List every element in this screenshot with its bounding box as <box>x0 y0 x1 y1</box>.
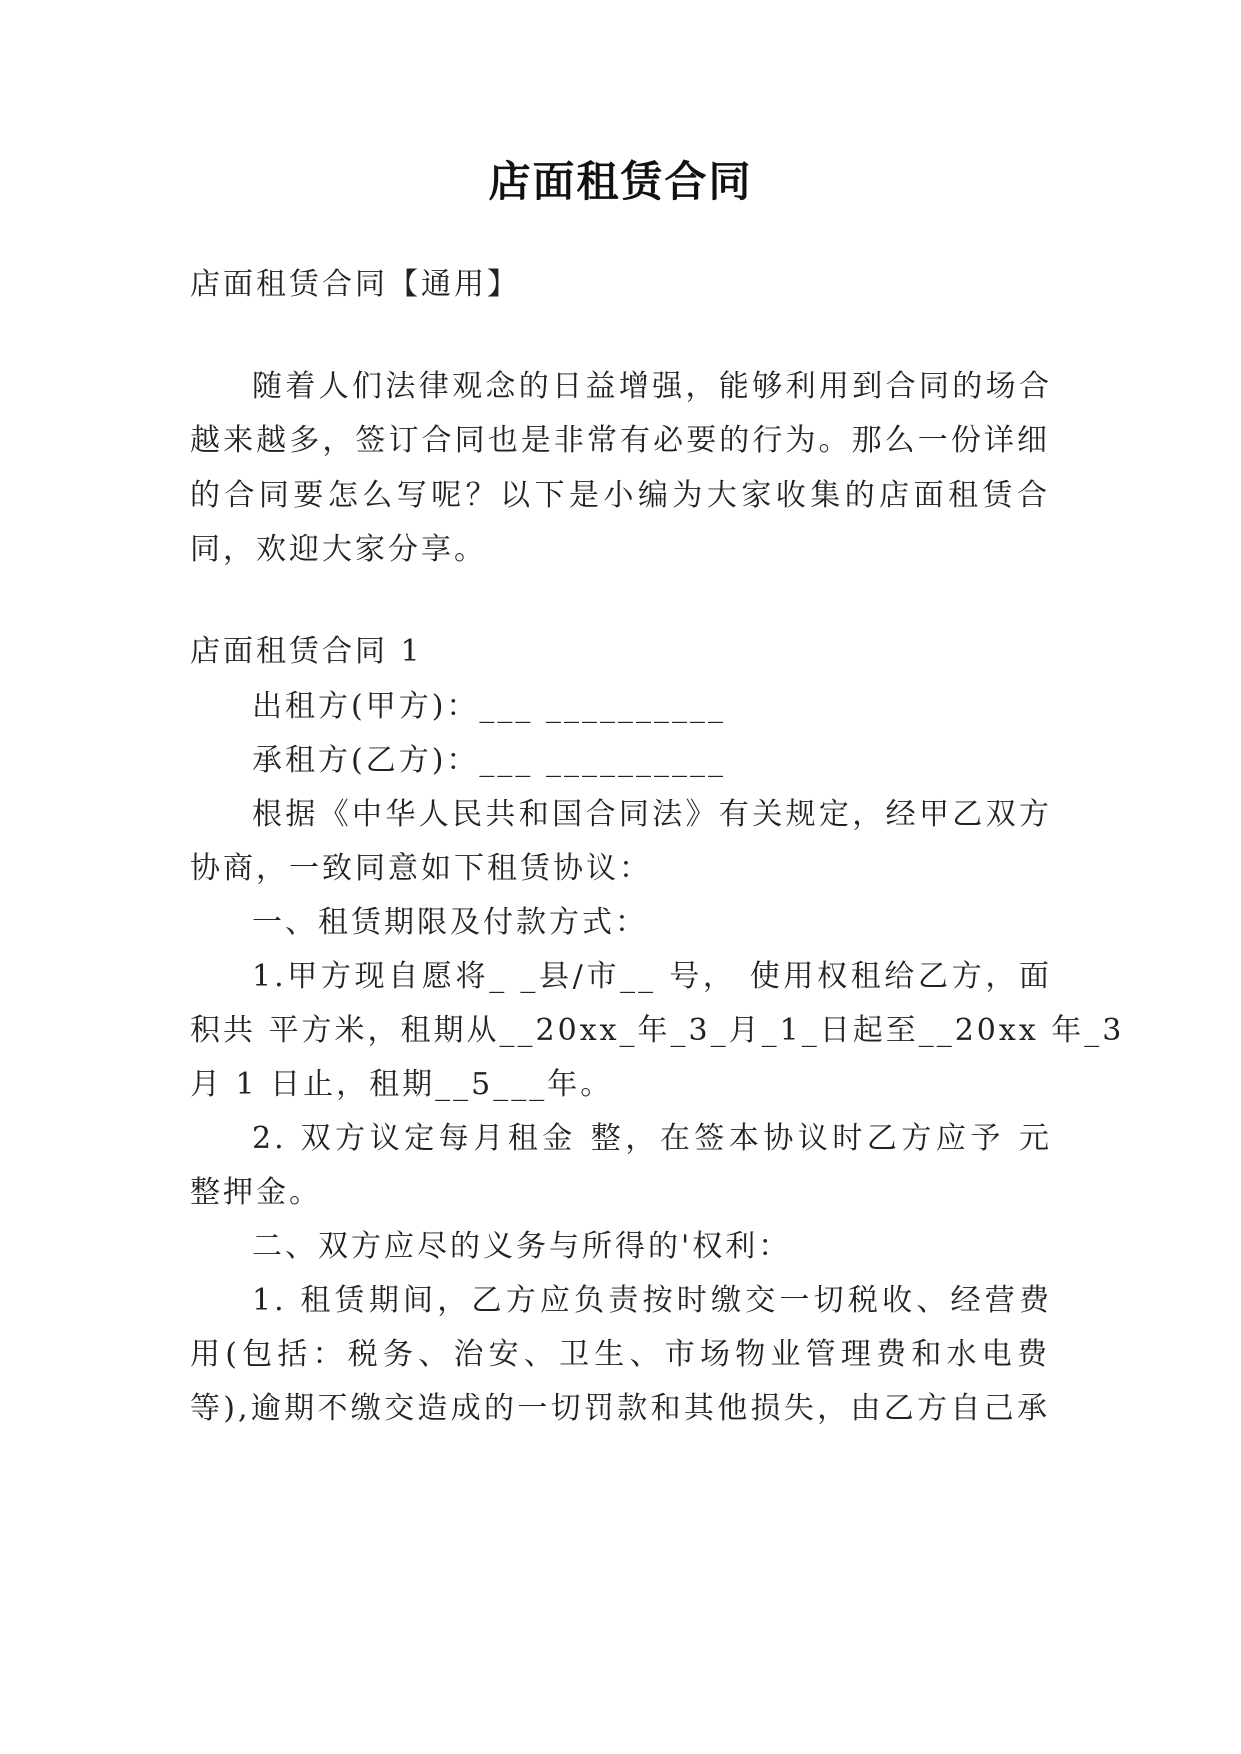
clause2-1-line: 等),逾期不缴交造成的一切罚款和其他损失，由乙方自己承 <box>190 1391 1050 1426</box>
clause1-heading: 一、租赁期限及付款方式： <box>252 905 648 940</box>
document-title: 店面租赁合同 <box>488 157 753 206</box>
clause1-2-line: 2. 双方议定每月租金 整，在签本协议时乙方应予 元 <box>252 1121 1052 1156</box>
intro-line: 随着人们法律观念的日益增强，能够利用到合同的场合 <box>252 369 1052 404</box>
section-heading: 店面租赁合同 1 <box>190 634 423 669</box>
intro-line: 越来越多，签订合同也是非常有必要的行为。那么一份详细 <box>190 423 1050 458</box>
intro-line: 同，欢迎大家分享。 <box>190 532 487 567</box>
lessor-line: 出租方(甲方)：___ __________ <box>252 689 726 724</box>
clause1-1-line: 月 1 日止，租期__5___年。 <box>190 1067 614 1102</box>
clause1-1-line: 积共 平方米，租期从__20xx_年_3_月_1_日起至__20xx 年_3 <box>190 1013 1125 1048</box>
lessee-line: 承租方(乙方)：___ __________ <box>252 743 726 778</box>
intro-line: 的合同要怎么写呢？以下是小编为大家收集的店面租赁合 <box>190 478 1050 513</box>
basis-line: 根据《中华人民共和国合同法》有关规定，经甲乙双方 <box>252 797 1052 832</box>
clause1-1-line: 1.甲方现自愿将_ _县/市__ 号， 使用权租给乙方，面 <box>252 959 1052 994</box>
clause1-2-line: 整押金。 <box>190 1175 322 1210</box>
document-subtitle: 店面租赁合同【通用】 <box>190 267 520 302</box>
clause2-heading: 二、双方应尽的义务与所得的'权利： <box>252 1229 792 1264</box>
clause2-1-line: 1. 租赁期间，乙方应负责按时缴交一切税收、经营费 <box>252 1283 1052 1318</box>
basis-line: 协商，一致同意如下租赁协议： <box>190 851 652 886</box>
clause2-1-line: 用(包括：税务、治安、卫生、市场物业管理费和水电费 <box>190 1337 1050 1372</box>
